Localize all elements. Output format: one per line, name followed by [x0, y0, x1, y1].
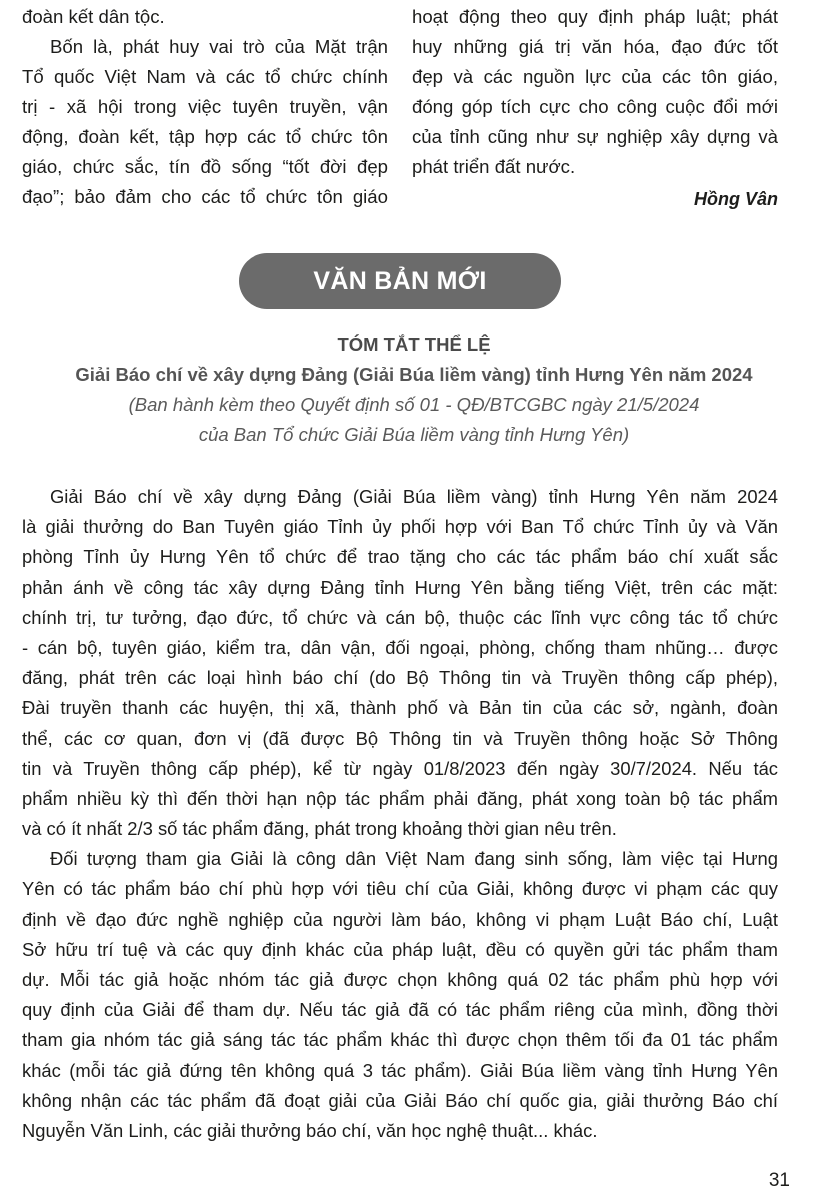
- text-line: Bốn là, phát huy vai trò của Mặt trận: [50, 36, 388, 57]
- text-line: hoạt động theo quy định pháp luật; phát: [412, 6, 778, 27]
- summary-heading: TÓM TẮT THỂ LỆ: [337, 334, 491, 355]
- text-line: đạo”; bảo đảm cho các tổ chức tôn giáo: [22, 186, 388, 207]
- text-line: đóng góp tích cực cho công cuộc đổi mới: [412, 96, 778, 117]
- text-line: khác (mỗi tác giả đứng tên không quá 3 tác phẩm). Giải Búa liềm vàng tỉnh Hưng Yên: [22, 1059, 778, 1081]
- text-line: và có ít nhất 2/3 số tác phẩm đăng, phát trong khoảng thời gian nêu trên.: [22, 818, 617, 840]
- text-line: tham gia nhóm tác giả sáng tác tác phẩm khác thì được chọn thêm tối đa 01 tác phẩm: [22, 1029, 778, 1051]
- text-line: đoàn kết dân tộc.: [22, 6, 165, 27]
- text-line: chính trị, tư tưởng, đạo đức, tổ chức và cán bộ, thuộc các lĩnh vực công tác tổ chức: [22, 606, 778, 628]
- text-line: Đài truyền thanh các huyện, thị xã, thành phố và Bản tin của các sở, ngành, đoàn: [22, 697, 778, 719]
- text-line: Đối tượng tham gia Giải là công dân Việt Nam đang sinh sống, làm việc tại Hưng: [50, 848, 778, 870]
- decision-subtitle: (Ban hành kèm theo Quyết định số 01 - QĐ/BTCGBC ngày 21/5/2024: [128, 394, 700, 415]
- author-name: Hồng Vân: [694, 189, 778, 209]
- text-line: thể, các cơ quan, đơn vị (đã được Bộ Thông tin và Truyền thông hoặc Sở Thông: [22, 727, 778, 749]
- right-column: [412, 0, 778, 214]
- text-line: tin và Truyền thông cấp phép), kể từ ngày 01/8/2023 đến ngày 30/7/2024. Nếu tác: [22, 757, 778, 779]
- text-line: Giải Báo chí về xây dựng Đảng (Giải Búa liềm vàng) tỉnh Hưng Yên năm 2024: [50, 486, 778, 507]
- text-line: Yên có tác phẩm báo chí phù hợp với tiêu chí của Giải, không được vi phạm các quy: [22, 878, 778, 900]
- page-number: 31: [768, 1170, 790, 1191]
- text-line: là giải thưởng do Ban Tuyên giáo Tỉnh ủy phối hợp với Ban Tổ chức Tỉnh ủy và Văn: [22, 516, 778, 538]
- text-line: Sở hữu trí tuệ và các quy định khác của pháp luật, đều có quyền gửi tác phẩm tham: [22, 938, 778, 960]
- text-line: phẩm nhiều kỳ thì đến thời hạn nộp tác phẩm phải đăng, phát xong toàn bộ tác phẩm: [22, 787, 778, 809]
- text-line: huy những giá trị văn hóa, đạo đức tốt: [412, 36, 778, 57]
- text-line: không nhận các tác phẩm đã đoạt giải của Giải Báo chí quốc gia, giải thưởng Báo chí: [22, 1089, 778, 1111]
- text-line: - cán bộ, tuyên giáo, kiểm tra, dân vận, đối ngoại, phòng, chống tham nhũng… được: [22, 636, 778, 658]
- text-line: phát triển đất nước.: [412, 156, 576, 177]
- text-line: của tỉnh cũng như sự nghiệp xây dựng và: [412, 126, 778, 147]
- text-line: trị - xã hội trong việc tuyên truyền, vận: [22, 96, 388, 117]
- left-column: [22, 0, 388, 214]
- text-line: phản ánh về công tác xây dựng Đảng tỉnh Hưng Yên bằng tiếng Việt, trên các mặt:: [22, 576, 778, 598]
- prize-title: Giải Báo chí về xây dựng Đảng (Giải Búa liềm vàng) tỉnh Hưng Yên năm 2024: [75, 364, 753, 385]
- text-line: giáo, chức sắc, tín đồ sống “tốt đời đẹp: [22, 156, 388, 177]
- text-line: Nguyễn Văn Linh, các giải thưởng báo chí, văn học nghệ thuật... khác.: [22, 1119, 598, 1141]
- text-line: dự. Mỗi tác giả hoặc nhóm tác giả được chọn không quá 02 tác phẩm phù hợp với: [22, 969, 778, 990]
- section-banner: VĂN BẢN MỚI: [239, 253, 561, 309]
- decision-subtitle: của Ban Tổ chức Giải Búa liềm vàng tỉnh Hưng Yên): [198, 424, 630, 445]
- article-heading: [0, 330, 828, 450]
- text-line: Tổ quốc Việt Nam và các tổ chức chính: [22, 66, 388, 87]
- article-body: [22, 482, 778, 1146]
- text-line: động, đoàn kết, tập hợp các tổ chức tôn: [22, 126, 388, 147]
- text-line: phòng Tỉnh ủy Hưng Yên tổ chức để trao tặng cho các tác phẩm báo chí xuất sắc: [22, 546, 778, 568]
- top-columns: [22, 0, 778, 214]
- text-line: định về đạo đức nghề nghiệp của người làm báo, không vi phạm Luật Báo chí, Luật: [22, 908, 778, 930]
- text-line: quy định của Giải để tham dự. Nếu tác giả đã có tác phẩm riêng của mình, đồng thời: [22, 999, 778, 1021]
- text-line: đẹp và các nguồn lực của các tôn giáo,: [412, 66, 778, 87]
- text-line: đăng, phát trên các loại hình báo chí (do Bộ Thông tin và Truyền thông cấp phép),: [22, 667, 778, 689]
